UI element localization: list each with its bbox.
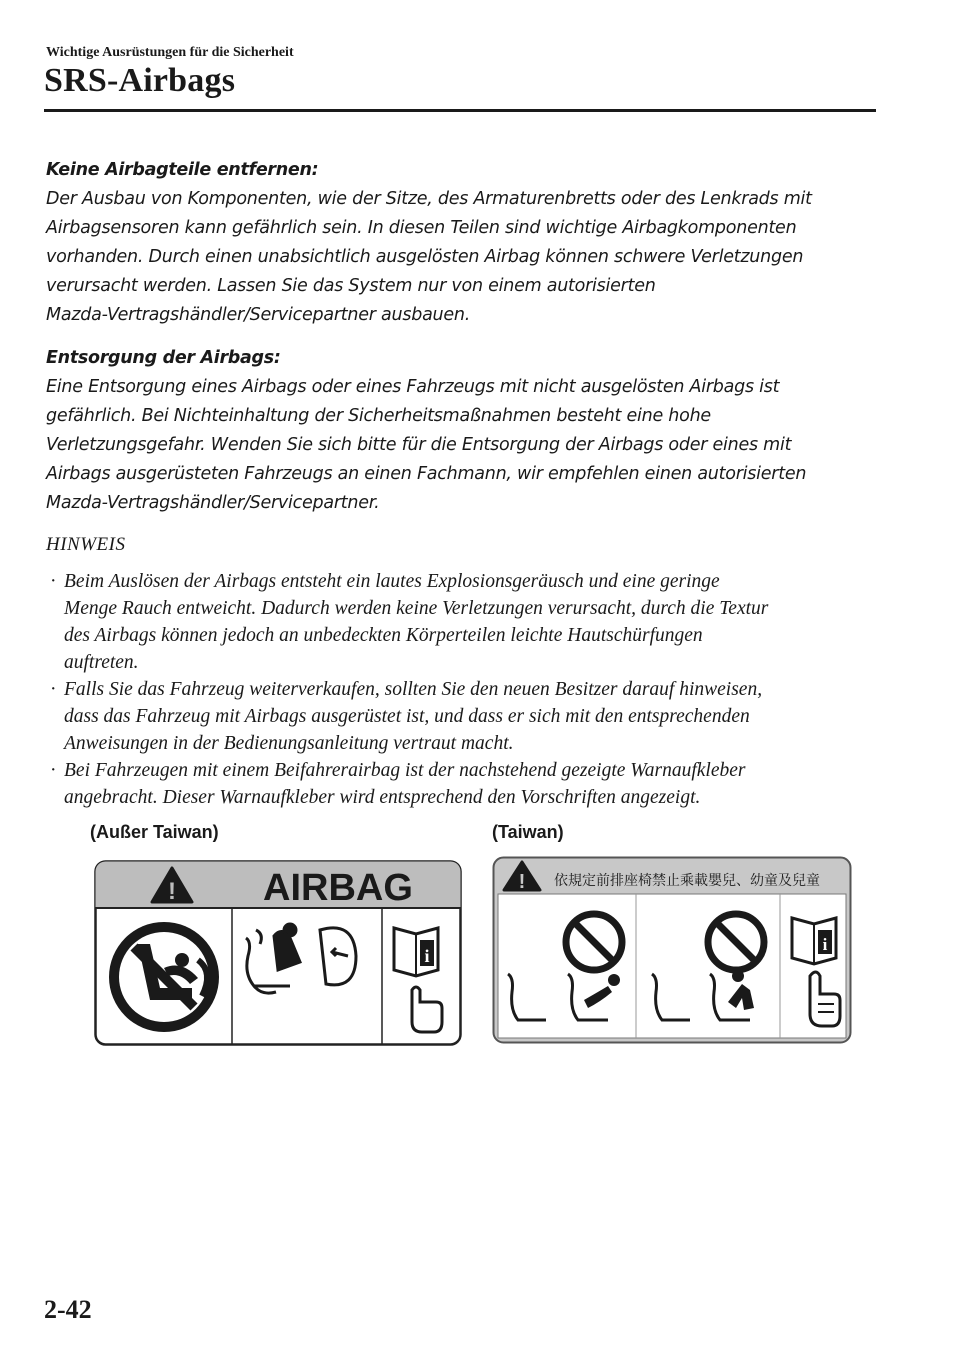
- bullet-line: Bei Fahrzeugen mit einem Beifahrerairbag ist der nachstehend gezeigte Warnaufkleber: [64, 760, 746, 781]
- warning-glyph: !: [168, 878, 176, 905]
- bullet-line: Falls Sie das Fahrzeug weiterverkaufen, sollten Sie den neuen Besitzer darauf hinweisen,: [64, 679, 763, 700]
- warning-line: Mazda-Vertragshändler/Servicepartner.: [46, 493, 380, 513]
- warning-remove-parts: [46, 156, 876, 330]
- airbag-warning-label: [94, 860, 462, 1046]
- warning-heading: Entsorgung der Airbags:: [46, 348, 281, 368]
- bullet-line: angebracht. Dieser Warnaufkleber wird entsprechend den Vorschriften angezeigt.: [64, 787, 701, 808]
- warning-heading: Keine Airbagteile entfernen:: [46, 160, 319, 180]
- bullet-line: Anweisungen in der Bedienungsanleitung vertraut macht.: [64, 733, 514, 754]
- bullet-line: des Airbags können jedoch an unbedeckten Körperteilen leichte Hautschürfungen: [64, 625, 703, 646]
- no-child-seat-icon: [109, 922, 219, 1032]
- note-bullet-list: [48, 568, 884, 811]
- warning-disposal: [46, 344, 876, 518]
- label-body: [498, 894, 846, 1038]
- bullet-dot: ·: [50, 679, 57, 700]
- bullet-dot: ·: [50, 760, 57, 781]
- info-glyph: i: [424, 946, 430, 966]
- warning-line: Verletzungsgefahr. Wenden Sie sich bitte für die Entsorgung der Airbags oder eines mit: [46, 435, 792, 455]
- bullet-dot: ·: [50, 571, 57, 592]
- label-caption-non-taiwan: (Außer Taiwan): [90, 822, 219, 842]
- bullet-line: auftreten.: [64, 652, 139, 673]
- airbag-banner-text: AIRBAG: [263, 867, 413, 909]
- warning-glyph: !: [518, 871, 526, 893]
- warning-line: vorhanden. Durch einen unabsichtlich ausgelösten Airbag können schwere Verletzungen: [46, 247, 804, 267]
- warning-line: Airbagsensoren kann gefährlich sein. In diesen Teilen sind wichtige Airbagkomponenten: [46, 218, 797, 238]
- warning-line: gefährlich. Bei Nichteinhaltung der Sicherheitsmaßnahmen besteht eine hohe: [46, 406, 711, 426]
- note-bullet: [48, 676, 884, 757]
- airbag-warning-label-taiwan: [492, 856, 852, 1044]
- warning-line: Eine Entsorgung eines Airbags oder eines Fahrzeugs mit nicht ausgelösten Airbags ist: [46, 377, 780, 397]
- bullet-line: Menge Rauch entweicht. Dadurch werden keine Verletzungen verursacht, durch die Textur: [64, 598, 769, 619]
- warning-line: Airbags ausgerüsteten Fahrzeugs an einen Fachmann, wir empfehlen einen autorisierten: [46, 464, 807, 484]
- bullet-line: dass das Fahrzeug mit Airbags ausgerüstet ist, und dass er sich mit den entsprechenden: [64, 706, 750, 727]
- note-bullet: [48, 757, 884, 811]
- chapter-heading: Wichtige Ausrüstungen für die Sicherheit: [46, 45, 294, 60]
- note-bullet: [48, 568, 884, 676]
- page-title: SRS-Airbags: [44, 62, 236, 99]
- info-glyph: i: [822, 935, 828, 954]
- label-caption-taiwan: (Taiwan): [492, 822, 564, 842]
- header-rule: [44, 109, 876, 112]
- note-heading: HINWEIS: [46, 534, 126, 555]
- warning-line: Der Ausbau von Komponenten, wie der Sitze, des Armaturenbretts oder des Lenkrads mit: [46, 189, 812, 209]
- bullet-line: Beim Auslösen der Airbags entsteht ein lautes Explosionsgeräusch und eine geringe: [64, 571, 720, 592]
- warning-line: verursacht werden. Lassen Sie das System nur von einem autorisierten: [46, 276, 656, 296]
- taiwan-banner-text: 依規定前排座椅禁止乘載嬰兒、幼童及兒童: [554, 873, 820, 889]
- warning-line: Mazda-Vertragshändler/Servicepartner ausbauen.: [46, 305, 471, 325]
- page-number: 2-42: [44, 1295, 92, 1324]
